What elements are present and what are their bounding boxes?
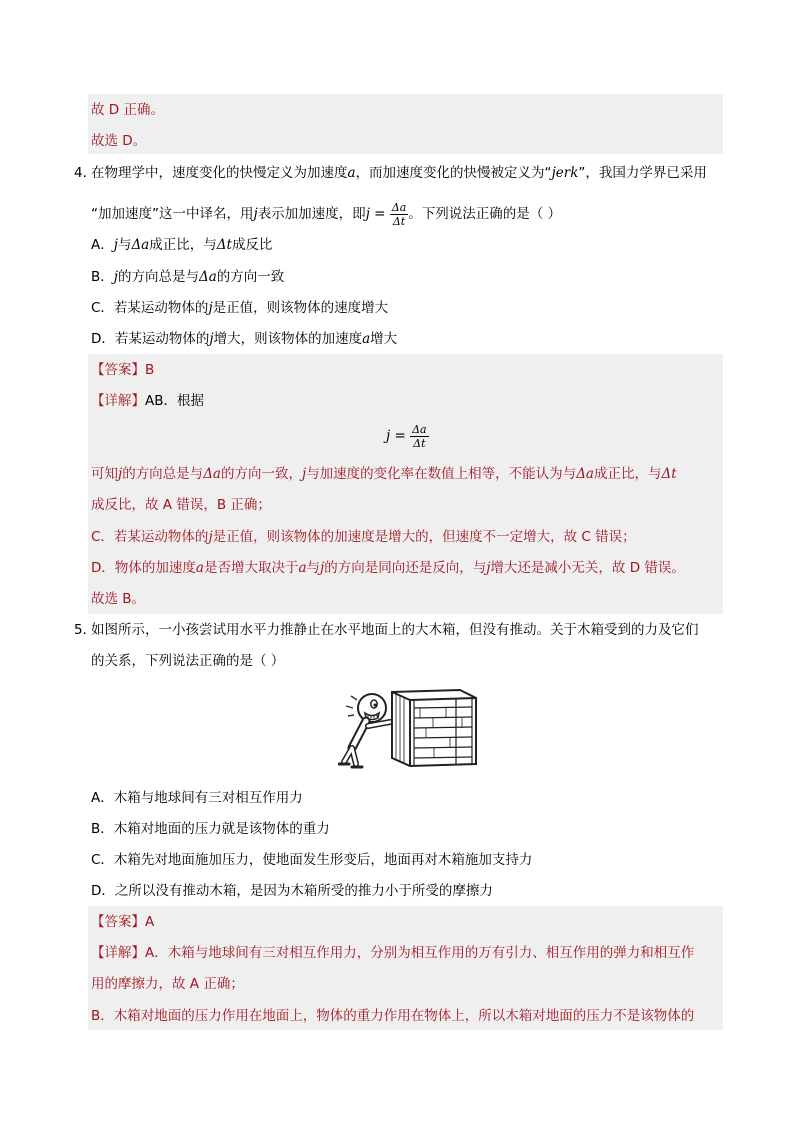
question-5-option-a: A．木箱与地球间有三对相互作用力 [91, 790, 303, 806]
child-pushing-crate-illustration [338, 682, 480, 770]
prev-conclusion: 故 D 正确。 [91, 102, 164, 118]
question-4-explanation-line2: 成反比，故 A 错误，B 正确； [91, 497, 271, 513]
question-4-option-b: B．j的方向总是与Δa的方向一致 [91, 269, 285, 285]
prev-final-choice: 故选 D。 [91, 133, 147, 149]
question-5-detail-line3: B．木箱对地面的压力作用在地面上，物体的重力作用在物体上，所以木箱对地面的压力不是该物体的 [91, 1008, 695, 1024]
question-5-option-c: C．木箱先对地面施加压力，使地面发生形变后，地面再对木箱施加支持力 [91, 852, 533, 868]
question-5-option-d: D．之所以没有推动木箱，是因为木箱所受的推力小于所受的摩擦力 [91, 883, 493, 899]
question-4-stem-line1: 在物理学中，速度变化的快慢定义为加速度a，而加速度变化的快慢被定义为“jerk”，我国力学界已采用 [91, 165, 707, 181]
question-4-number: 4． [74, 165, 97, 181]
question-4-option-a: A．j与Δa成正比，与Δt成反比 [91, 237, 273, 253]
question-5-detail-line1: 【详解】A．木箱与地球间有三对相互作用力，分别为相互作用的万有引力、相互作用的弹力和相互作 [91, 945, 695, 961]
question-4-formula: j = $\frac{\Delta a}{\Delta t}$ [386, 422, 427, 450]
question-4-stem-line2: “加加速度”这一中译名，用j表示加加速度，即j = $\frac{\Delta a}{\Delta t}$ 。下列说法正确的是（ ） [91, 200, 562, 228]
question-4-explanation-c: C．若某运动物体的j是正值，则该物体的加速度是增大的，但速度不一定增大，故 C 错误； [91, 529, 636, 545]
question-4-option-d: D．若某运动物体的j增大，则该物体的加速度a增大 [91, 331, 398, 347]
question-5-number: 5． [74, 622, 97, 638]
question-5-answer: 【答案】A [91, 914, 155, 930]
question-4-detail-start: 【详解】AB．根据 [91, 393, 204, 409]
question-4-option-c: C．若某运动物体的j是正值，则该物体的速度增大 [91, 300, 389, 316]
fraction-jerk-definition: $\frac{\Delta a}{\Delta t}$ [391, 200, 407, 228]
question-4-final: 故选 B。 [91, 591, 146, 607]
question-5-option-b: B．木箱对地面的压力就是该物体的重力 [91, 821, 330, 837]
answer-block-q3-tail [88, 94, 723, 154]
question-4-explanation-d: D．物体的加速度a是否增大取决于a与j的方向是同向还是反向，与j增大还是减小无关，故 D 错误。 [91, 560, 685, 576]
question-5-stem-line1: 如图所示，一小孩尝试用水平力推静止在水平地面上的大木箱，但没有推动。关于木箱受到的力及它们 [91, 622, 699, 638]
question-4-explanation-line1: 可知j的方向总是与Δa的方向一致，j与加速度的变化率在数值上相等，不能认为与Δa成正比，与Δt [91, 466, 677, 482]
fraction-formula: $\frac{\Delta a}{\Delta t}$ [412, 422, 427, 450]
question-5-stem-line2: 的关系，下列说法正确的是（ ） [91, 653, 285, 669]
question-5-detail-line2: 用的摩擦力，故 A 正确； [91, 976, 244, 992]
question-4-answer: 【答案】B [91, 362, 155, 378]
